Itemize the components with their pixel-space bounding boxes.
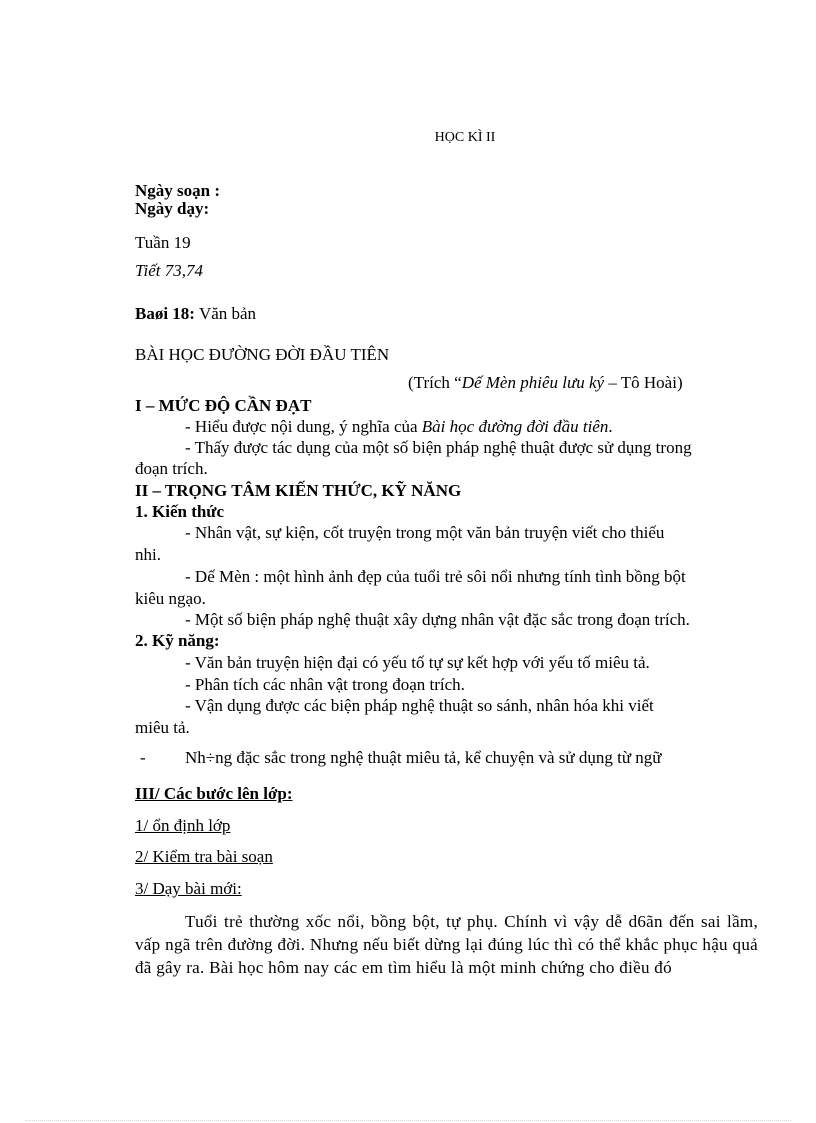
- step3: 3/ Dạy bài mới:: [135, 879, 242, 898]
- step1: 1/ ổn định lớp: [135, 816, 231, 835]
- period-label: Tiết 73,74: [135, 261, 204, 280]
- knowledge-item1-line2: nhi.: [135, 545, 161, 564]
- bullet-dash: -: [140, 748, 146, 767]
- intro-paragraph: Tuổi trẻ thường xốc nổi, bồng bột, tự phụ. Chính vì vậy dễ d6ãn đến sai lầm, vấp ngã trên đường đời. Nhưng nếu biết dừng lại đúng lúc thì có thể khắc phục hậu quả đã gây ra. Bài học hôm nay các em tìm hiểu là một minh chứng cho điều đó: [135, 912, 758, 977]
- lesson-label: Baøi 18:: [135, 304, 195, 323]
- term-header: HỌC KÌ II: [434, 130, 496, 145]
- skills-item3-line1: - Vận dụng được các biện pháp nghệ thuật so sánh, nhân hóa khi viết: [185, 696, 654, 715]
- step2: 2/ Kiểm tra bài soạn: [135, 847, 273, 866]
- skills-item3-line2: miêu tả.: [135, 718, 190, 737]
- teach-date-label: Ngày dạy:: [135, 199, 210, 218]
- section3-heading: [135, 784, 292, 804]
- source-author: – Tô Hoài): [604, 373, 683, 392]
- item1-suffix: .: [608, 417, 613, 436]
- item1-prefix: - Hiểu được nội dung, ý nghĩa của: [185, 417, 422, 436]
- prep-date-label: Ngày soạn :: [135, 181, 221, 200]
- bullet-text: Nh÷ng đặc sắc trong nghệ thuật miêu tả, kể chuyện và sử dụng từ ngữ: [185, 748, 662, 767]
- lesson-type: Văn bản: [198, 304, 257, 323]
- knowledge-item1-line1: - Nhân vật, sự kiện, cốt truyện trong một văn bản truyện viết cho thiếu: [185, 523, 665, 542]
- skills-heading: 2. Kỹ năng:: [135, 631, 220, 650]
- knowledge-item2-line2: kiêu ngạo.: [135, 589, 206, 608]
- section1-heading: I – MỨC ĐỘ CẦN ĐẠT: [135, 396, 312, 415]
- week-label: Tuần 19: [135, 233, 191, 252]
- lesson-source: [408, 373, 683, 393]
- section1-item2-line1: - Thấy được tác dụng của một số biện pháp nghệ thuật được sử dụng trong: [185, 438, 692, 457]
- item1-lesson-name: Bài học đường đời đầu tiên: [421, 417, 609, 436]
- source-open: (Trích “: [408, 373, 462, 392]
- skills-item2: - Phân tích các nhân vật trong đoạn trích.: [185, 675, 465, 694]
- section1-item1: [185, 417, 613, 437]
- section1-item2-line2: đoạn trích.: [135, 459, 208, 478]
- section3-heading-text: III/ Các bước lên lớp:: [135, 784, 293, 803]
- knowledge-item2-line1: - Dế Mèn : một hình ảnh đẹp của tuổi trẻ sôi nổi nhưng tính tình bồng bột: [185, 567, 686, 586]
- knowledge-heading: 1. Kiến thức: [135, 502, 225, 521]
- lesson-title: BÀI HỌC ĐƯỜNG ĐỜI ĐẦU TIÊN: [135, 345, 390, 364]
- lesson-line: [135, 304, 256, 324]
- skills-item1: - Văn bản truyện hiện đại có yếu tố tự sự kết hợp với yếu tố miêu tả.: [185, 653, 650, 672]
- knowledge-item3: - Một số biện pháp nghệ thuật xây dựng nhân vật đặc sắc trong đoạn trích.: [185, 610, 690, 629]
- source-work: Dế Mèn phiêu lưu ký: [461, 373, 605, 392]
- section2-heading: II – TRỌNG TÂM KIẾN THỨC, KỸ NĂNG: [135, 481, 462, 500]
- page-bottom-divider: [25, 1120, 791, 1121]
